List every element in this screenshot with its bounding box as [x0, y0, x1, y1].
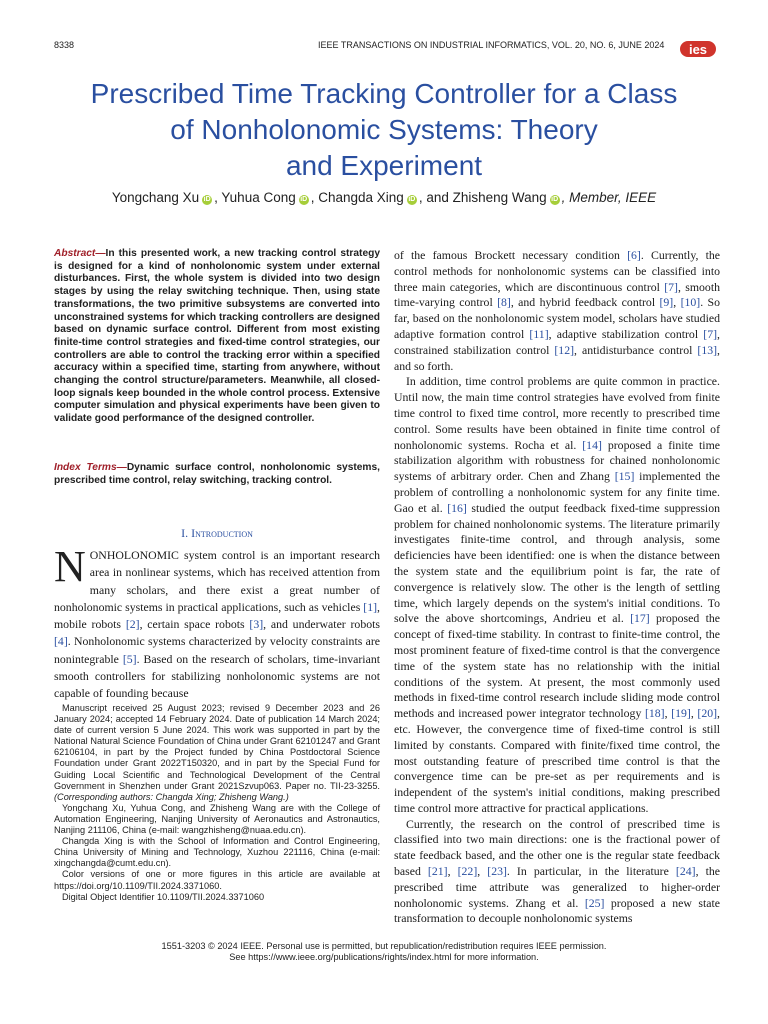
text-run: , [477, 864, 488, 879]
citation-link[interactable]: [13] [697, 342, 718, 357]
text-run: system control is an important research area in nonlinear systems, which has received attention from many scholars, and there exist a great number of nonholonomic systems in practical applications, such as vehicles [54, 548, 380, 614]
author-name: Yongchang Xu [111, 190, 200, 205]
text-run: , the prescribed time attribute was generalized to higher-order nonholonomic systems. Zhang et al. [394, 864, 720, 910]
text-run: , [690, 706, 698, 721]
paragraph [394, 817, 720, 928]
text-run: . Based on the research of scholars, time-invariant smooth controllers for stabilizing nonholonomic systems are not capable of founding because [54, 651, 380, 701]
text-run: proposed a finite time stabilization algorithm with robustness for chained nonholonomic systems of arbitrary order. Chen and Zhang [394, 437, 720, 484]
text-run: , antidisturbance control [574, 342, 698, 357]
index-terms-text: Dynamic surface control, nonholonomic systems, prescribed time control, relay switching, tracking control. [54, 462, 380, 486]
intro-paragraph [54, 542, 380, 703]
author-list [40, 190, 728, 205]
journal-header: IEEE TRANSACTIONS ON INDUSTRIAL INFORMATICS, VOL. 20, NO. 6, JUNE 2024 [318, 40, 665, 50]
citation-link[interactable]: [15] [614, 469, 635, 484]
text-run: of the famous Brockett necessary condition [394, 248, 628, 262]
footnote: Yongchang Xu, Yuhua Cong, and Zhisheng Wang are with the College of Automation Engineering, Nanjing University of Aeronautics and Astronautics, Nanjing 211106, China (e-mail: wangzhisheng@nuaa.edu.cn). [54, 802, 380, 836]
citation-link[interactable]: [23] [487, 864, 507, 879]
citation-link[interactable]: [22] [457, 864, 478, 879]
title-line: and Experiment [285, 150, 483, 181]
footnote: Color versions of one or more figures in this article are available at https://doi.org/10.1109/TII.2024.3371060. [54, 869, 380, 891]
copyright-notice [40, 941, 728, 963]
footnote: Changda Xing is with the School of Information and Control Engineering, China University of Mining and Technology, Xuzhou 221116, China (e-mail: xingchangda@cumt.edu.cn). [54, 836, 380, 869]
text-run: , constrained stabilization control [394, 326, 720, 357]
copyright-line: 1551-3203 © 2024 IEEE. Personal use is permitted, but republication/redistribution requires IEEE permission. [161, 941, 607, 951]
citation-link[interactable]: [7] [664, 279, 678, 294]
text-run: , and underwater robots [263, 617, 380, 632]
text-run: . So far, based on the nonholonomic system model, scholars have studied adaptive formation control [394, 295, 721, 341]
orcid-icon[interactable]: iD [300, 196, 308, 203]
orcid-icon[interactable]: iD [408, 196, 416, 203]
citation-link[interactable]: [8] [497, 295, 511, 310]
svg-text:ies: ies [688, 42, 708, 57]
citation-link[interactable]: [17] [630, 611, 650, 626]
citation-link[interactable]: [4] [54, 634, 68, 649]
text-run: , mobile robots [54, 599, 380, 632]
citation-link[interactable]: [12] [554, 342, 575, 357]
paper-title [40, 76, 728, 184]
author-name: , and Zhisheng Wang [418, 190, 547, 205]
citation-link[interactable]: [19] [671, 706, 691, 721]
drop-cap: N [54, 542, 86, 591]
abstract [54, 248, 380, 426]
footnote [54, 703, 380, 803]
citation-link[interactable]: [3] [249, 617, 264, 632]
citation-link[interactable]: [21] [427, 864, 448, 879]
footnote: Digital Object Identifier 10.1109/TII.2024.3371060 [62, 891, 265, 902]
text-run: , and hybrid feedback control [510, 295, 660, 310]
abstract-text: In this presented work, a new tracking control strategy is designed for a kind of nonholonomic system under external disturbances. First, the whole system is divided into two design stages by using the relay switching technique. Then, using state transformations, the two primitive subsystems are converted into unconstrained systems for which tracking controllers are designed based on dynamic surface control. Different from most existing finite-time control strategies and fixed-time control strategies, our controllers are able to control the tracking error within a specified accuracy within a specified time, starting from anywhere, without changing the control structure/parameters. Meanwhile, all closed-loop signals keep bounded in the whole control process. Extensive computer simulation and physical experiments have been given to validate good performance of the designed controller. [54, 248, 380, 425]
text-run: , etc. However, the convergence time of fixed-time control is still limited by constants. Compared with finite/fixed time control, the most outstanding feature of prescribed time control is that the convergence time can be pre-set as per requirements and is independent of the system's initial conditions, making prescribed time control more attractive for practical applications. [394, 706, 720, 815]
author-name: , Yuhua Cong [214, 190, 296, 205]
citation-link[interactable]: [6] [627, 248, 641, 262]
paragraph [394, 248, 720, 374]
text-run: . Currently, the control methods for nonholonomic systems can be classified into three main categories, which are discontinuous control [394, 248, 720, 294]
orcid-icon[interactable]: iD [203, 196, 211, 203]
text-run: , [664, 706, 672, 721]
text-run: studied the output feedback fixed-time suppression problem for chained nonholonomic systems. The literature primarily investigates finite-time control, and through analysis, some deficiencies have been identified: one is when the distance between the system state and the equilibrium point is far, the rate of convergence is relatively slow. The other is the length of settling time, which largely depends on the system's initial conditions. To solve the above shortcomings, Andrieu et al. [394, 500, 720, 626]
text-run: . Nonholonomic systems characterized by velocity constraints are nonintegrable [54, 634, 380, 666]
citation-link[interactable]: [1] [363, 599, 378, 614]
citation-link[interactable]: [2] [125, 617, 140, 632]
footnotes [54, 703, 380, 903]
author-name: , Changda Xing [310, 190, 404, 205]
text-run: , [673, 295, 681, 310]
text-run: In addition, time control problems are quite common in practice. Until now, the main time control strategies have evolved from finite time control to fixed time control, more recently to prescribed time control. Some results have been obtained in finite time control of nonholonomic systems. Rocha et al. [394, 374, 720, 452]
citation-link[interactable]: [11] [529, 326, 549, 341]
first-word: ONHOLONOMIC [89, 548, 179, 562]
citation-link[interactable]: [5] [122, 651, 137, 666]
text-run: implemented the problem of controlling a nonholonomic system for any finite time. Gao et al. [394, 469, 720, 515]
member-affiliation: , Member, IEEE [561, 190, 657, 205]
text-run: , [447, 864, 458, 879]
section-title: Introduction [191, 526, 253, 540]
citation-link[interactable]: [7] [703, 326, 718, 341]
text-run: , adaptive stabilization control [548, 326, 704, 341]
title-line: of Nonholonomic Systems: Theory [170, 114, 598, 145]
ies-logo-icon [680, 38, 716, 60]
text-run: proposed a new state transformation to decouple nonholonomic systems [394, 895, 721, 926]
orcid-icon[interactable]: iD [551, 196, 559, 203]
citation-link[interactable]: [25] [584, 895, 605, 910]
footnote-text: Manuscript received 25 August 2023; revised 9 December 2023 and 26 January 2024; accepted 14 February 2024. Date of publication 14 March 2024; date of current version 5 June 2024. This work was supported in part by the National Natural Science Foundation of China under Grant 62101247 and Grant 62106104, in part by the Project funded by China Postdoctoral Science Foundation under Grant 2022T150320, and in part by the Special Fund for Guiding Local Scientific and Technological Development of the Central Government in Shenzhen under Grant 2021Szvup063. Paper no. TII-23-3255. [54, 703, 380, 791]
index-terms [54, 462, 380, 487]
section-heading [54, 526, 380, 541]
citation-link[interactable]: [14] [582, 437, 602, 452]
citation-link[interactable]: [10] [680, 295, 701, 310]
text-run: Currently, the research on the control of prescribed time is classified into two main directions: one is the fractional power of state feedback based, and the other one is the regular state feedback based [394, 816, 720, 879]
citation-link[interactable]: [20] [697, 706, 718, 721]
citation-link[interactable]: [9] [659, 295, 674, 310]
text-run: , certain space robots [139, 617, 250, 632]
citation-link[interactable]: [24] [675, 864, 696, 879]
title-line: Prescribed Time Tracking Controller for a Class [90, 78, 678, 109]
page-number: 8338 [54, 40, 75, 50]
right-column [394, 248, 720, 927]
index-terms-label: Index Terms— [54, 462, 127, 473]
abstract-label: Abstract— [54, 248, 106, 259]
corresponding-authors: (Corresponding authors: Changda Xing; Zhisheng Wang.) [54, 791, 289, 802]
section-number: I. [181, 526, 192, 540]
citation-link[interactable]: [18] [644, 706, 665, 721]
copyright-line: See https://www.ieee.org/publications/rights/index.html for more information. [229, 952, 539, 962]
text-run: proposed the concept of fixed-time stability. In contrast to finite-time control, the most prominent feature of fixed-time control is that the convergence time of the system state has no relationship with the initial conditions of the system. At present, the most commonly used methods in fixed-time control research include sliding mode control methods and increased power integrator technology [394, 611, 720, 721]
citation-link[interactable]: [16] [447, 500, 467, 515]
text-run: , smooth time-varying control [394, 279, 720, 310]
paragraph [394, 374, 720, 816]
text-run: . In particular, in the literature [506, 864, 676, 879]
text-run: , and so forth. [394, 342, 720, 373]
